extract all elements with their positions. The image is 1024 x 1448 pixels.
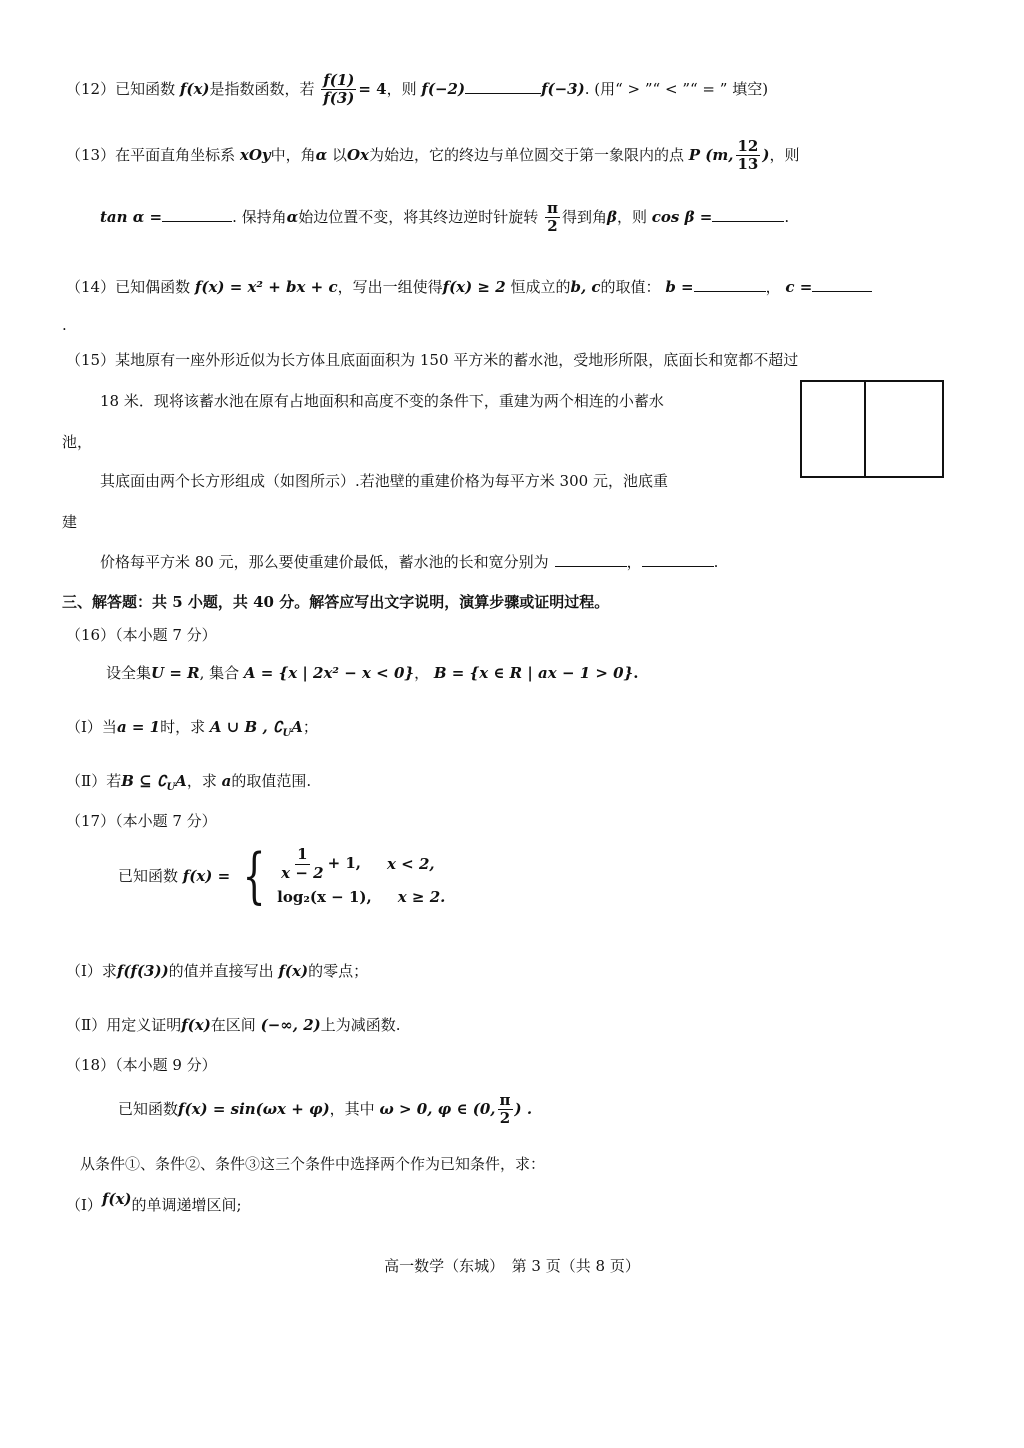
fraction: $\frac{12}{13}$ bbox=[737, 137, 759, 174]
q17-part2: （Ⅱ）用定义证明f(x)在区间 (−∞, 2)上为减函数. bbox=[66, 1016, 401, 1034]
answer-blank[interactable] bbox=[642, 552, 714, 567]
q12: （12）已知函数 f(x)是指数函数，若 $\frac{f(1)}{f(3)}$ = 4，则 f(−2) f(−3). (用“ > ”“ < ”“ = ” 填空) bbox=[66, 71, 769, 108]
q15-line5: 建 bbox=[62, 513, 78, 531]
answer-blank[interactable] bbox=[162, 207, 232, 222]
section-3-heading: 三、解答题：共 5 小题，共 40 分。解答应写出文字说明，演算步骤或证明过程。 bbox=[62, 593, 610, 611]
answer-blank[interactable] bbox=[812, 277, 872, 292]
q16-stem: 设全集U = R, 集合 A = {x | 2x² − x < 0}， B = {x ∈ R | ax − 1 > 0}. bbox=[106, 664, 639, 682]
q13-line1: （13）在平面直角坐标系 xOy中，角α 以Ox为始边，它的终边与单位圆交于第一象限内的点 P (m, $\frac{12}{13}$ )，则 bbox=[66, 137, 800, 174]
fraction: $\frac{\pi}{2}$ bbox=[499, 1091, 511, 1128]
answer-blank[interactable] bbox=[712, 207, 784, 222]
q15-line3: 池， bbox=[62, 433, 93, 451]
q15-line2: 18 米．现将该蓄水池在原有占地面积和高度不变的条件下，重建为两个相连的小蓄水 bbox=[100, 392, 664, 410]
fraction: $\frac{f(1)}{f(3)}$ bbox=[323, 71, 355, 108]
q14: （14）已知偶函数 f(x) = x² + bx + c，写出一组使得f(x) ≥ 2 恒成立的b, c的取值： b = ， c = bbox=[66, 277, 872, 296]
pool-diagram bbox=[800, 380, 944, 478]
left-brace: { bbox=[242, 841, 266, 911]
answer-blank[interactable] bbox=[694, 277, 766, 292]
pool-divider bbox=[864, 382, 866, 476]
q14-dot: . bbox=[62, 316, 67, 334]
q16-part1: （Ⅰ）当a = 1时，求 A ∪ B , $∁_UA$； bbox=[66, 718, 318, 739]
q18-stem: 已知函数f(x) = sin(ωx + φ)，其中 ω > 0, φ ∈ (0, $\frac{\pi}{2}$ ) . bbox=[118, 1091, 533, 1128]
q18-part1: （Ⅰ）f(x)的单调递增区间; bbox=[66, 1190, 242, 1214]
q15-line4: 其底面由两个长方形组成（如图所示）.若池壁的重建价格为每平方米 300 元，池底重 bbox=[100, 472, 668, 490]
q15-line6: 价格每平方米 80 元，那么要使重建价最低，蓄水池的长和宽分别为 ， . bbox=[100, 553, 719, 571]
answer-blank[interactable] bbox=[555, 552, 627, 567]
fraction: $\frac{\pi}{2}$ bbox=[547, 199, 558, 236]
q17-head: （17）（本小题 7 分） bbox=[66, 812, 217, 830]
q15-line1: （15）某地原有一座外形近似为长方体且底面面积为 150 平方米的蓄水池，受地形所限，底面长和宽都不超过 bbox=[66, 351, 799, 369]
q16-part2: （Ⅱ）若B ⊆ $∁_UA$，求 a的取值范围. bbox=[66, 772, 312, 793]
answer-blank[interactable] bbox=[465, 79, 541, 94]
q18-head: （18）（本小题 9 分） bbox=[66, 1056, 217, 1074]
q17-function: 已知函数 f(x) = { $\frac{1}{x - 2}$ + 1, x < 2, log₂(x − 1), x ≥ 2. bbox=[118, 841, 446, 911]
page-footer: 高一数学（东城） 第 3 页（共 8 页） bbox=[384, 1257, 640, 1275]
q16-head: （16）（本小题 7 分） bbox=[66, 626, 217, 644]
q18-line2: 从条件①、条件②、条件③这三个条件中选择两个作为已知条件，求： bbox=[80, 1155, 546, 1173]
q17-part1: （Ⅰ）求f(f(3))的值并直接写出 f(x)的零点； bbox=[66, 962, 369, 980]
q13-line2: tan α = . 保持角α始边位置不变，将其终边逆时针旋转 $\frac{\pi}{2}$ 得到角β，则 cos β = . bbox=[100, 199, 790, 236]
